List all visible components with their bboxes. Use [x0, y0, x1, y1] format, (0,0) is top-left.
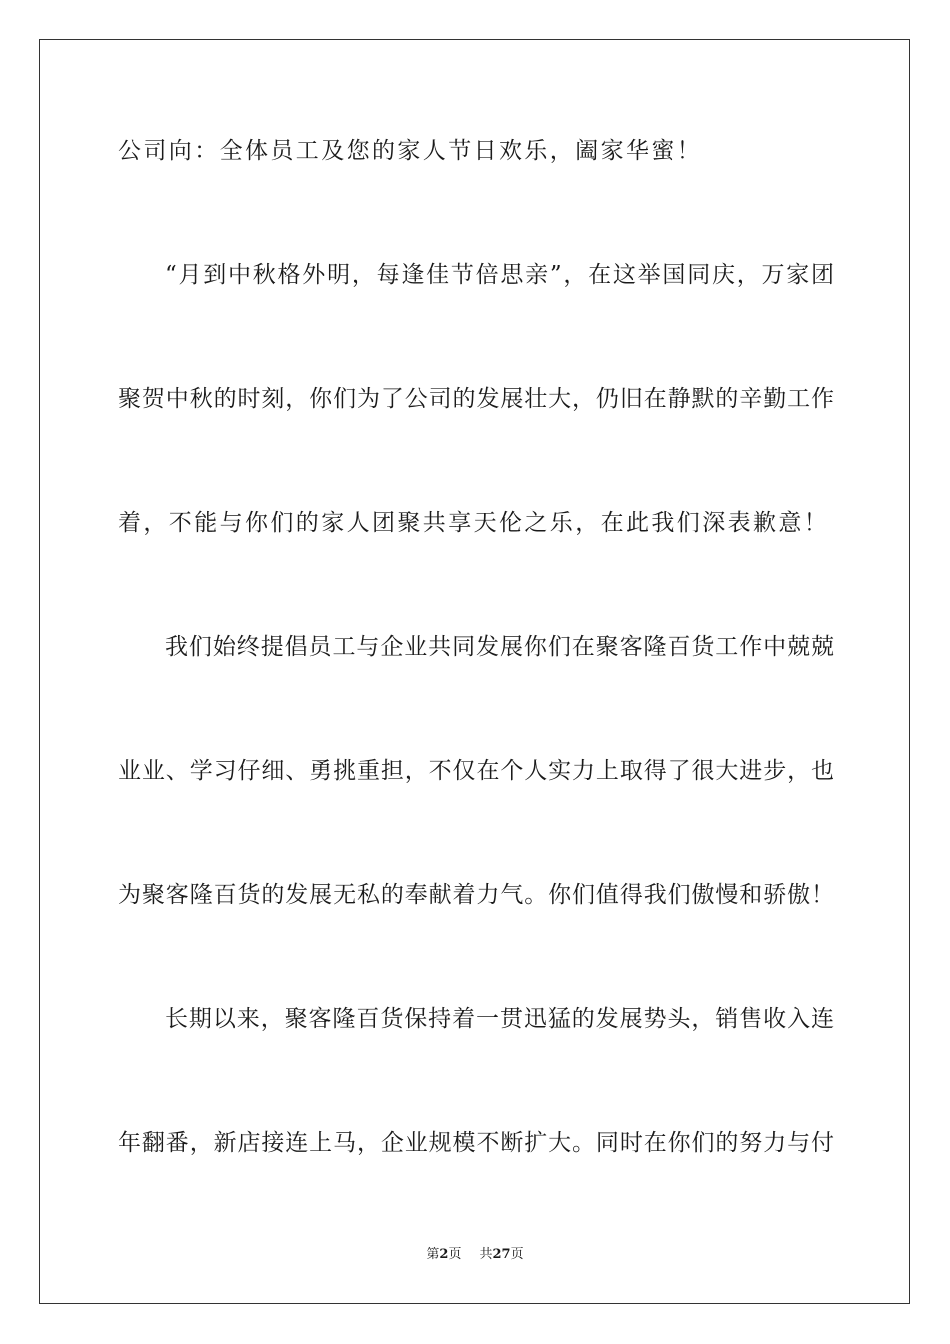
page-total: 27: [492, 1247, 511, 1262]
total-suffix: 页: [510, 1247, 524, 1262]
text-line-4: 着，不能与你们的家人团聚共享天伦之乐，在此我们深表歉意！: [118, 510, 830, 536]
page-suffix: 页: [448, 1247, 462, 1262]
page-prefix: 第: [426, 1247, 440, 1262]
text-line-7: 为聚客隆百货的发展无私的奉献着力气。你们值得我们傲慢和骄傲！: [118, 882, 834, 908]
text-line-3: 聚贺中秋的时刻，你们为了公司的发展壮大，仍旧在静默的辛勤工作: [118, 386, 834, 412]
text-line-1: 公司向：全体员工及您的家人节日欢乐，阖家华蜜！: [118, 138, 703, 164]
page-footer: [0, 1246, 950, 1264]
page-current: 2: [439, 1247, 449, 1262]
total-prefix: 共: [479, 1247, 493, 1262]
text-line-6: 业业、学习仔细、勇挑重担，不仅在个人实力上取得了很大进步，也: [118, 758, 834, 784]
text-line-5: 我们始终提倡员工与企业共同发展你们在聚客隆百货工作中兢兢: [165, 634, 834, 660]
text-line-9: 年翻番，新店接连上马，企业规模不断扩大。同时在你们的努力与付: [118, 1130, 834, 1156]
page-border: [39, 39, 910, 1304]
text-line-8: 长期以来，聚客隆百货保持着一贯迅猛的发展势头，销售收入连: [165, 1006, 834, 1032]
text-line-2: “月到中秋格外明，每逢佳节倍思亲”，在这举国同庆，万家团: [165, 262, 834, 288]
